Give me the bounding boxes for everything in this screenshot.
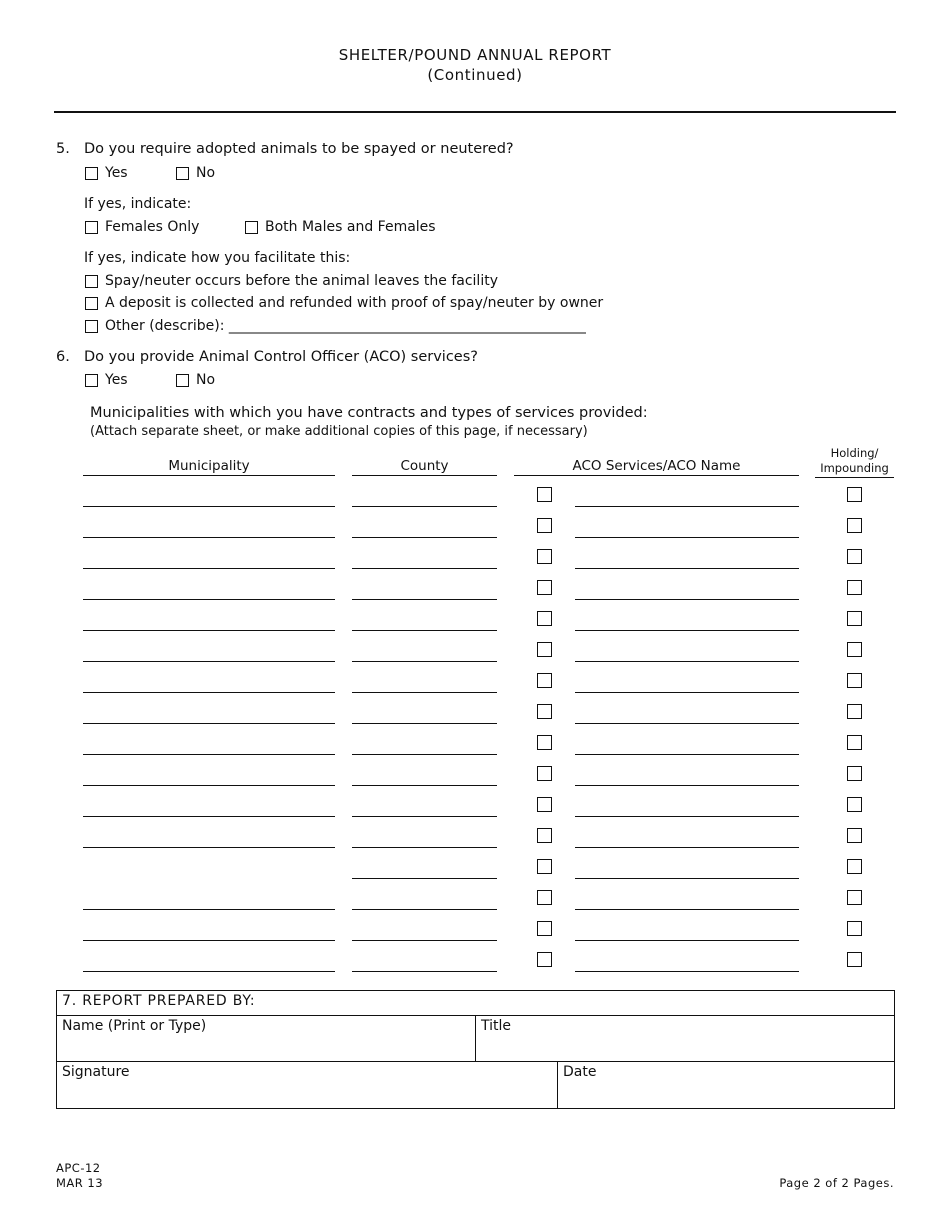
- county-field[interactable]: [352, 878, 497, 879]
- q5-females-label: Females Only: [105, 219, 200, 235]
- q5-other-describe[interactable]: Other (describe): ___________________________________________________: [105, 318, 586, 334]
- aco-name-field[interactable]: [575, 568, 799, 569]
- county-field[interactable]: [352, 754, 497, 755]
- aco-name-field[interactable]: [575, 878, 799, 879]
- municipality-field[interactable]: [83, 971, 335, 972]
- holding-checkbox[interactable]: [847, 518, 862, 533]
- q5-facilitate-option-3[interactable]: [85, 318, 586, 334]
- aco-checkbox[interactable]: [537, 487, 552, 502]
- aco-name-field[interactable]: [575, 692, 799, 693]
- holding-checkbox[interactable]: [847, 487, 862, 502]
- holding-checkbox[interactable]: [847, 549, 862, 564]
- county-field[interactable]: [352, 971, 497, 972]
- q5-both-label: Both Males and Females: [265, 219, 436, 235]
- q5-facilitate-option-1[interactable]: [85, 273, 498, 289]
- header-rule: [54, 111, 896, 113]
- q6-no-checkbox[interactable]: [176, 374, 189, 387]
- aco-name-field[interactable]: [575, 785, 799, 786]
- county-field[interactable]: [352, 940, 497, 941]
- municipality-field[interactable]: [83, 816, 335, 817]
- municipality-field[interactable]: [83, 568, 335, 569]
- q5-facilitate-checkbox-3[interactable]: [85, 320, 98, 333]
- title-field[interactable]: [476, 1016, 895, 1062]
- column-header-aco: ACO Services/ACO Name: [514, 458, 799, 476]
- aco-checkbox[interactable]: [537, 952, 552, 967]
- holding-checkbox[interactable]: [847, 766, 862, 781]
- municipality-field[interactable]: [83, 599, 335, 600]
- q6-no-option[interactable]: [176, 372, 215, 388]
- aco-name-field[interactable]: [575, 599, 799, 600]
- date-field[interactable]: [558, 1062, 895, 1109]
- holding-checkbox[interactable]: [847, 704, 862, 719]
- title-label: Title: [481, 1018, 512, 1034]
- county-field[interactable]: [352, 847, 497, 848]
- q6-yes-option[interactable]: [85, 372, 128, 388]
- holding-checkbox[interactable]: [847, 735, 862, 750]
- q5-no-option[interactable]: [176, 165, 215, 181]
- county-field[interactable]: [352, 723, 497, 724]
- q5-facilitate-label-2: A deposit is collected and refunded with proof of spay/neuter by owner: [105, 295, 604, 311]
- aco-checkbox[interactable]: [537, 921, 552, 936]
- municipality-field[interactable]: [83, 537, 335, 538]
- holding-checkbox[interactable]: [847, 797, 862, 812]
- aco-checkbox[interactable]: [537, 828, 552, 843]
- signature-field[interactable]: [57, 1062, 558, 1109]
- municipality-field[interactable]: [83, 940, 335, 941]
- q5-facilitate-option-2[interactable]: [85, 295, 603, 311]
- holding-checkbox[interactable]: [847, 611, 862, 626]
- county-field[interactable]: [352, 537, 497, 538]
- holding-checkbox[interactable]: [847, 828, 862, 843]
- aco-checkbox[interactable]: [537, 673, 552, 688]
- q6-question: Do you provide Animal Control Officer (ACO) services?: [84, 349, 478, 365]
- form-date: MAR 13: [56, 1176, 104, 1190]
- q5-yes-option[interactable]: [85, 165, 128, 181]
- aco-name-field[interactable]: [575, 971, 799, 972]
- county-field[interactable]: [352, 599, 497, 600]
- q5-facilitate-label-1: Spay/neuter occurs before the animal leaves the facility: [105, 273, 498, 289]
- q5-facilitate-label: If yes, indicate how you facilitate this:: [84, 250, 351, 266]
- page-title: SHELTER/POUND ANNUAL REPORT: [338, 46, 612, 64]
- holding-checkbox[interactable]: [847, 580, 862, 595]
- column-header-holding: Holding/ Impounding: [815, 446, 894, 478]
- municipality-field[interactable]: [83, 661, 335, 662]
- q6-yes-label: Yes: [105, 372, 128, 388]
- q6-contracts-note: (Attach separate sheet, or make additional copies of this page, if necessary): [90, 424, 588, 439]
- holding-checkbox[interactable]: [847, 921, 862, 936]
- municipality-field[interactable]: [83, 909, 335, 910]
- q6-yes-checkbox[interactable]: [85, 374, 98, 387]
- municipality-field[interactable]: [83, 847, 335, 848]
- aco-name-field[interactable]: [575, 847, 799, 848]
- holding-checkbox[interactable]: [847, 673, 862, 688]
- q5-indicate-label: If yes, indicate:: [84, 196, 192, 212]
- municipality-field[interactable]: [83, 785, 335, 786]
- form-code: APC-12: [56, 1161, 101, 1175]
- q5-yes-checkbox[interactable]: [85, 167, 98, 180]
- aco-name-field[interactable]: [575, 723, 799, 724]
- aco-checkbox[interactable]: [537, 549, 552, 564]
- aco-name-field[interactable]: [575, 816, 799, 817]
- municipality-field[interactable]: [83, 630, 335, 631]
- report-prepared-by-box: [56, 990, 895, 1109]
- municipality-field[interactable]: [83, 754, 335, 755]
- aco-name-field[interactable]: [575, 661, 799, 662]
- county-field[interactable]: [352, 661, 497, 662]
- name-field[interactable]: [57, 1016, 476, 1062]
- aco-name-field[interactable]: [575, 537, 799, 538]
- aco-name-field[interactable]: [575, 630, 799, 631]
- county-field[interactable]: [352, 568, 497, 569]
- q5-facilitate-checkbox-1[interactable]: [85, 275, 98, 288]
- q5-no-checkbox[interactable]: [176, 167, 189, 180]
- q5-females-checkbox[interactable]: [85, 221, 98, 234]
- q7-heading: 7. REPORT PREPARED BY:: [57, 991, 895, 1016]
- q6-contracts-label: Municipalities with which you have contracts and types of services provided:: [90, 405, 648, 421]
- q5-question: Do you require adopted animals to be spayed or neutered?: [84, 141, 514, 157]
- holding-checkbox[interactable]: [847, 952, 862, 967]
- county-field[interactable]: [352, 816, 497, 817]
- q6-number: 6.: [56, 349, 70, 365]
- aco-name-field[interactable]: [575, 909, 799, 910]
- municipality-field[interactable]: [83, 723, 335, 724]
- municipality-field[interactable]: [83, 506, 335, 507]
- county-field[interactable]: [352, 630, 497, 631]
- date-label: Date: [563, 1064, 597, 1080]
- aco-name-field[interactable]: [575, 754, 799, 755]
- signature-label: Signature: [62, 1064, 130, 1080]
- municipality-field[interactable]: [83, 692, 335, 693]
- q5-both-option[interactable]: [245, 219, 436, 235]
- aco-checkbox[interactable]: [537, 890, 552, 905]
- page-number: Page 2 of 2 Pages.: [779, 1176, 894, 1190]
- aco-checkbox[interactable]: [537, 642, 552, 657]
- holding-checkbox[interactable]: [847, 642, 862, 657]
- q5-no-label: No: [196, 165, 216, 181]
- aco-checkbox[interactable]: [537, 797, 552, 812]
- aco-checkbox[interactable]: [537, 704, 552, 719]
- holding-checkbox[interactable]: [847, 890, 862, 905]
- q5-yes-label: Yes: [105, 165, 128, 181]
- q5-facilitate-checkbox-2[interactable]: [85, 297, 98, 310]
- county-field[interactable]: [352, 785, 497, 786]
- aco-checkbox[interactable]: [537, 859, 552, 874]
- page-subtitle: (Continued): [427, 66, 523, 84]
- q5-number: 5.: [56, 141, 70, 157]
- column-header-municipality: Municipality: [83, 458, 335, 476]
- column-header-county: County: [352, 458, 497, 476]
- aco-name-field[interactable]: [575, 940, 799, 941]
- q6-no-label: No: [196, 372, 216, 388]
- aco-name-field[interactable]: [575, 506, 799, 507]
- q5-both-checkbox[interactable]: [245, 221, 258, 234]
- aco-checkbox[interactable]: [537, 611, 552, 626]
- county-field[interactable]: [352, 909, 497, 910]
- holding-checkbox[interactable]: [847, 859, 862, 874]
- aco-checkbox[interactable]: [537, 518, 552, 533]
- county-field[interactable]: [352, 506, 497, 507]
- aco-checkbox[interactable]: [537, 580, 552, 595]
- q5-females-option[interactable]: [85, 219, 199, 235]
- county-field[interactable]: [352, 692, 497, 693]
- aco-checkbox[interactable]: [537, 766, 552, 781]
- aco-checkbox[interactable]: [537, 735, 552, 750]
- name-label: Name (Print or Type): [62, 1018, 207, 1034]
